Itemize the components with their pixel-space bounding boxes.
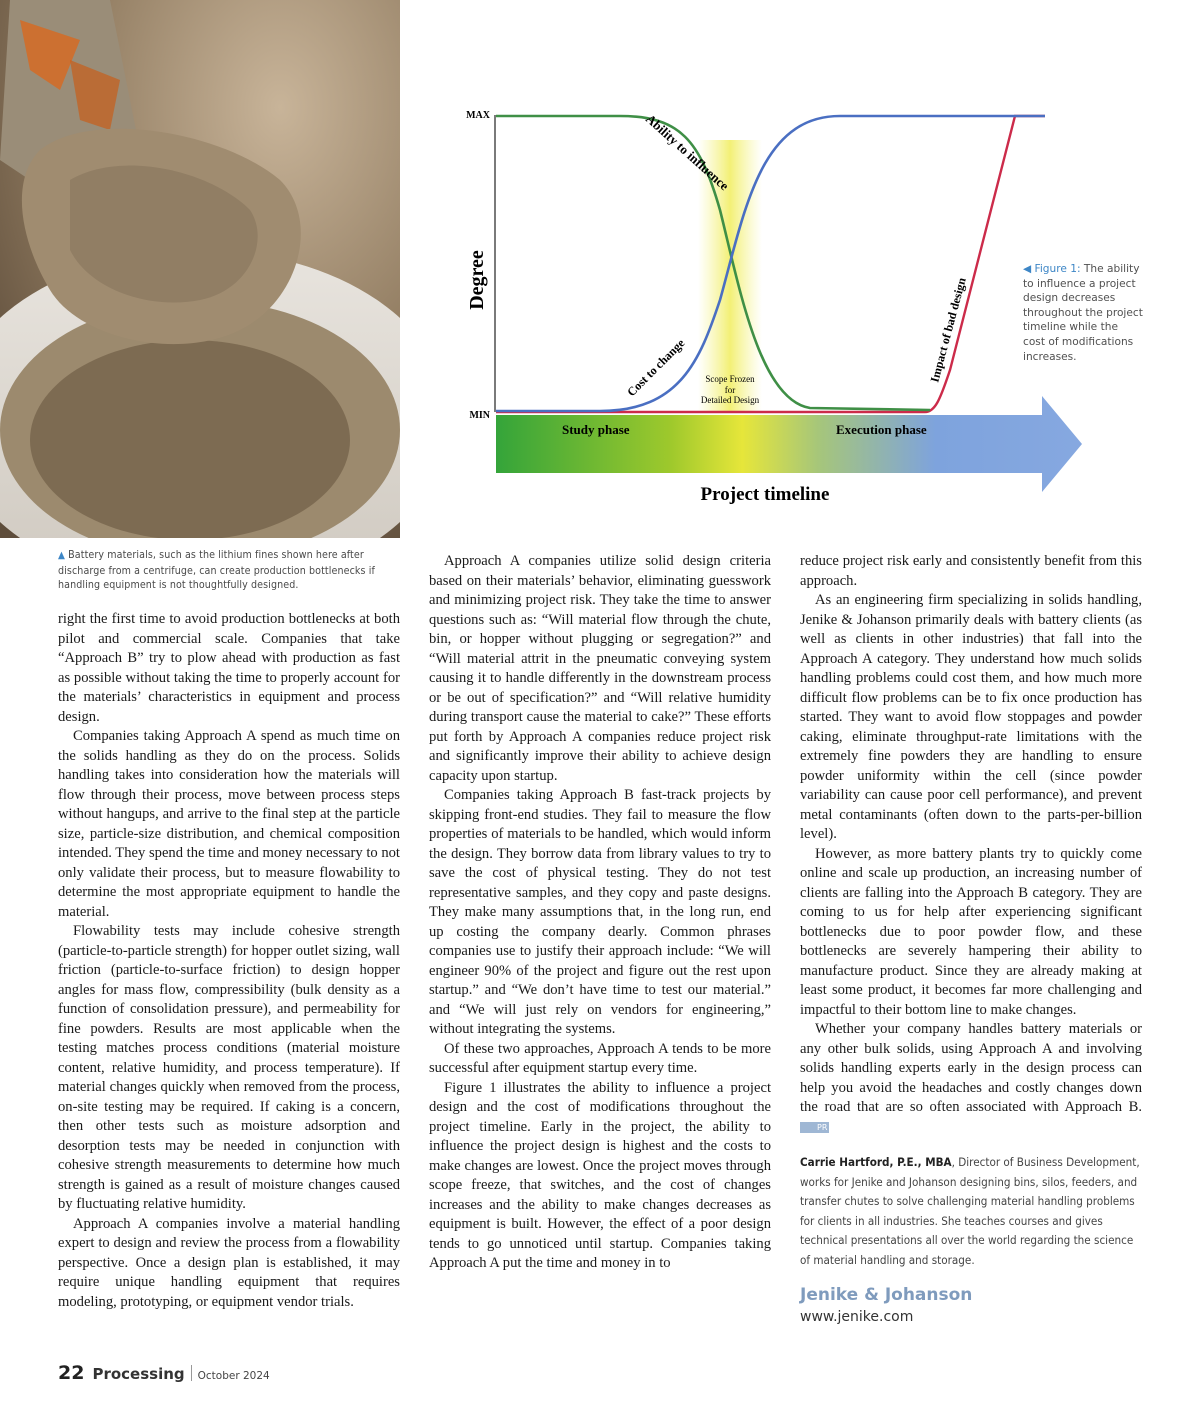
article-column-3 <box>800 552 1142 1327</box>
author-bio <box>800 1153 1142 1270</box>
issue-date: October 2024 <box>197 1370 270 1382</box>
scope-frozen-line-2: for <box>724 385 736 395</box>
paragraph: Companies taking Approach B fast-track projects by skipping front-end studies. They fail to measure the flow properties of materials to be handled, which would inform the design. They borrow data from library values to try to save the cost of physical testing. They do not test representative samples, and they copy and paste designs. They make many assumptions that, in the long run, end up costing the company dearly. Common phrases companies use to justify their approach include: “We will engineer 90% of the project and figure out the rest upon startup.” and “We don’t have time to test our material.” and “We will just rely on vendors for engineering,” without integrating the systems. <box>429 787 771 1037</box>
scope-frozen-line-3: Detailed Design <box>700 395 760 405</box>
triangle-up-icon: ▲ <box>58 550 66 561</box>
cost-to-change-curve <box>496 116 1045 411</box>
scope-frozen-line-1: Scope Frozen <box>705 374 755 384</box>
page-footer <box>58 1362 270 1384</box>
impact-of-bad-design-curve <box>496 116 1045 412</box>
author-name: Carrie Hartford, P.E., MBA <box>800 1155 952 1169</box>
y-max-label: MAX <box>466 110 490 121</box>
paragraph: Approach A companies involve a material handling expert to design and review the process from a flowability perspective. Once a design plan is established, it may require unique handling equipment that requires modeling, prototyping, or equipment vendor trials. <box>58 1215 400 1310</box>
paragraph-text: Whether your company handles battery materials or any other bulk solids, using Approach A and involving solids handling experts early in the design process can help you avoid the headaches and costly changes down the road that are so often associated with Approach B. <box>800 1021 1142 1115</box>
paragraph <box>800 1020 1142 1137</box>
paragraph: right the first time to avoid production bottlenecks at both pilot and commercial scale. Companies that take “Approach B” try to plow ahead with production as fast as possible without taking the time to properly account for the materials’ characteristics in equipment and process design. <box>58 611 400 725</box>
figure-caption-label: Figure 1: <box>1034 263 1081 275</box>
cost-to-change-label: Cost to change <box>624 335 688 400</box>
paragraph: Companies taking Approach A spend as much time on the solids handling as they do on the process. Solids handling takes into consideration how the materials will flow through their process, move between process steps without hangups, and arrive to the final step at the particle size, particle-size distribution, and chemical composition intended. They spend the time and money necessary to not only validate their process, but to measure flowability to determine the most appropriate equipment to handle the material. <box>58 728 400 920</box>
impact-of-bad-design-label: Impact of bad design <box>927 276 969 384</box>
battery-materials-photo <box>0 0 400 538</box>
paragraph: Flowability tests may include cohesive strength (particle-to-particle strength) for hopper outlet sizing, wall friction (particle-to-surface friction) to design hopper angles for mass flow, compressibility (bulk density as a function of consolidation pressure), and permeability for fine powders. Results are most applicable when the testing matches process conditions (material moisture content, relative humidity, and process temperature). If material changes quickly when removed from the process, on-site testing may be required. If caking is a concern, then other tests such as moisture adsorption and desorption tests may be needed in conjunction with cohesive strength measurements to determine how much strength is gained as a result of moisture changes caused by fluctuating relative humidity. <box>58 923 400 1212</box>
y-min-label: MIN <box>469 410 490 421</box>
photo-caption: ▲ Battery materials, such as the lithium fines shown here after discharge from a centrifuge, can create production bottlenecks if handling equipment is not thoughtfully designed. <box>58 549 375 591</box>
footer-divider <box>191 1365 192 1381</box>
ability-to-influence-label: Ability to influence <box>642 111 732 194</box>
paragraph: However, as more battery plants try to quickly come online and scale up production, an increasing number of clients are falling into the Approach B category. They are coming to us for help after experiencing significant bottlenecks due to poor powder flow, and these bottlenecks are severely hampering their ability to manufacture product. Since they are already making at least some product, it becomes far more challenging and impactful to their bottom line to make changes. <box>800 845 1142 1018</box>
paragraph: Figure 1 illustrates the ability to influence a project design and the cost of modifications throughout the project timeline. Early in the project, the ability to influence the project design is highest and the costs to make changes are lowest. Once the project moves through scope freeze, that switches, and the cost of changes increases and the ability to make changes decreases as equipment is built. However, the effect of a poor design tends to go unnoticed until startup. Companies taking Approach A put the time and money in to <box>429 1079 771 1271</box>
execution-phase-label: Execution phase <box>836 422 927 437</box>
company-name: Jenike & Johanson <box>800 1285 973 1305</box>
y-axis-title: Degree <box>466 250 488 310</box>
magazine-name: Processing <box>92 1365 185 1383</box>
x-axis-title: Project timeline <box>700 484 830 505</box>
paragraph: As an engineering firm specializing in solids handling, Jenike & Johanson primarily deals with battery clients (as well as clients in other industries) that fall into the Approach A category. They understand how much solids handling problems could cost them, and how much more difficult flow problems can be to fix once production has started. They want to avoid flow stoppages and powder caking, eliminate throughput-rate limitations with the extremely fine powders they are handling to ensure powder uniformity within the cell (since powder variability can cause poor cell performance), and prevent metal contaminants (often down to the parts-per-billion level). <box>800 592 1142 842</box>
author-bio-text: , Director of Business Development, works for Jenike and Johanson designing bins, silos, feeders, and transfer chutes to solve challenging material handling problems for clients in all industries. She teaches courses and gives technical presentations all over the world regarding the science of material handling and storage. <box>800 1155 1140 1267</box>
page-number: 22 <box>58 1362 85 1384</box>
paragraph: reduce project risk early and consistently benefit from this approach. <box>800 553 1142 589</box>
article-column-2 <box>429 552 771 1274</box>
figure-caption-text: The ability to influence a project design decreases throughout the project timeline while the cost of modifications increases. <box>1023 263 1143 363</box>
triangle-left-icon: ◀ <box>1023 263 1032 275</box>
figure-caption <box>1023 262 1143 364</box>
study-phase-label: Study phase <box>562 422 630 437</box>
company-url[interactable]: www.jenike.com <box>800 1308 914 1325</box>
article-column-1 <box>58 610 400 1312</box>
paragraph: Approach A companies utilize solid design criteria based on their materials’ behavior, eliminating guesswork and minimizing project risk. They take the time to answer questions such as: “Will material flow through the chute, bin, or hopper without plugging or segregation?” and “Will material attrit in the pneumatic conveying system causing it to handle differently in the downstream process or be out of specification?” and “Will relative humidity during transport cause the material to cake?” These efforts put forth by Approach A companies reduce project risk and significantly improve their ability to achieve design capacity upon startup. <box>429 553 771 784</box>
end-mark: PR <box>800 1122 829 1133</box>
project-timeline-figure <box>450 100 1100 510</box>
paragraph: Of these two approaches, Approach A tends to be more successful after equipment startup every time. <box>429 1040 771 1076</box>
